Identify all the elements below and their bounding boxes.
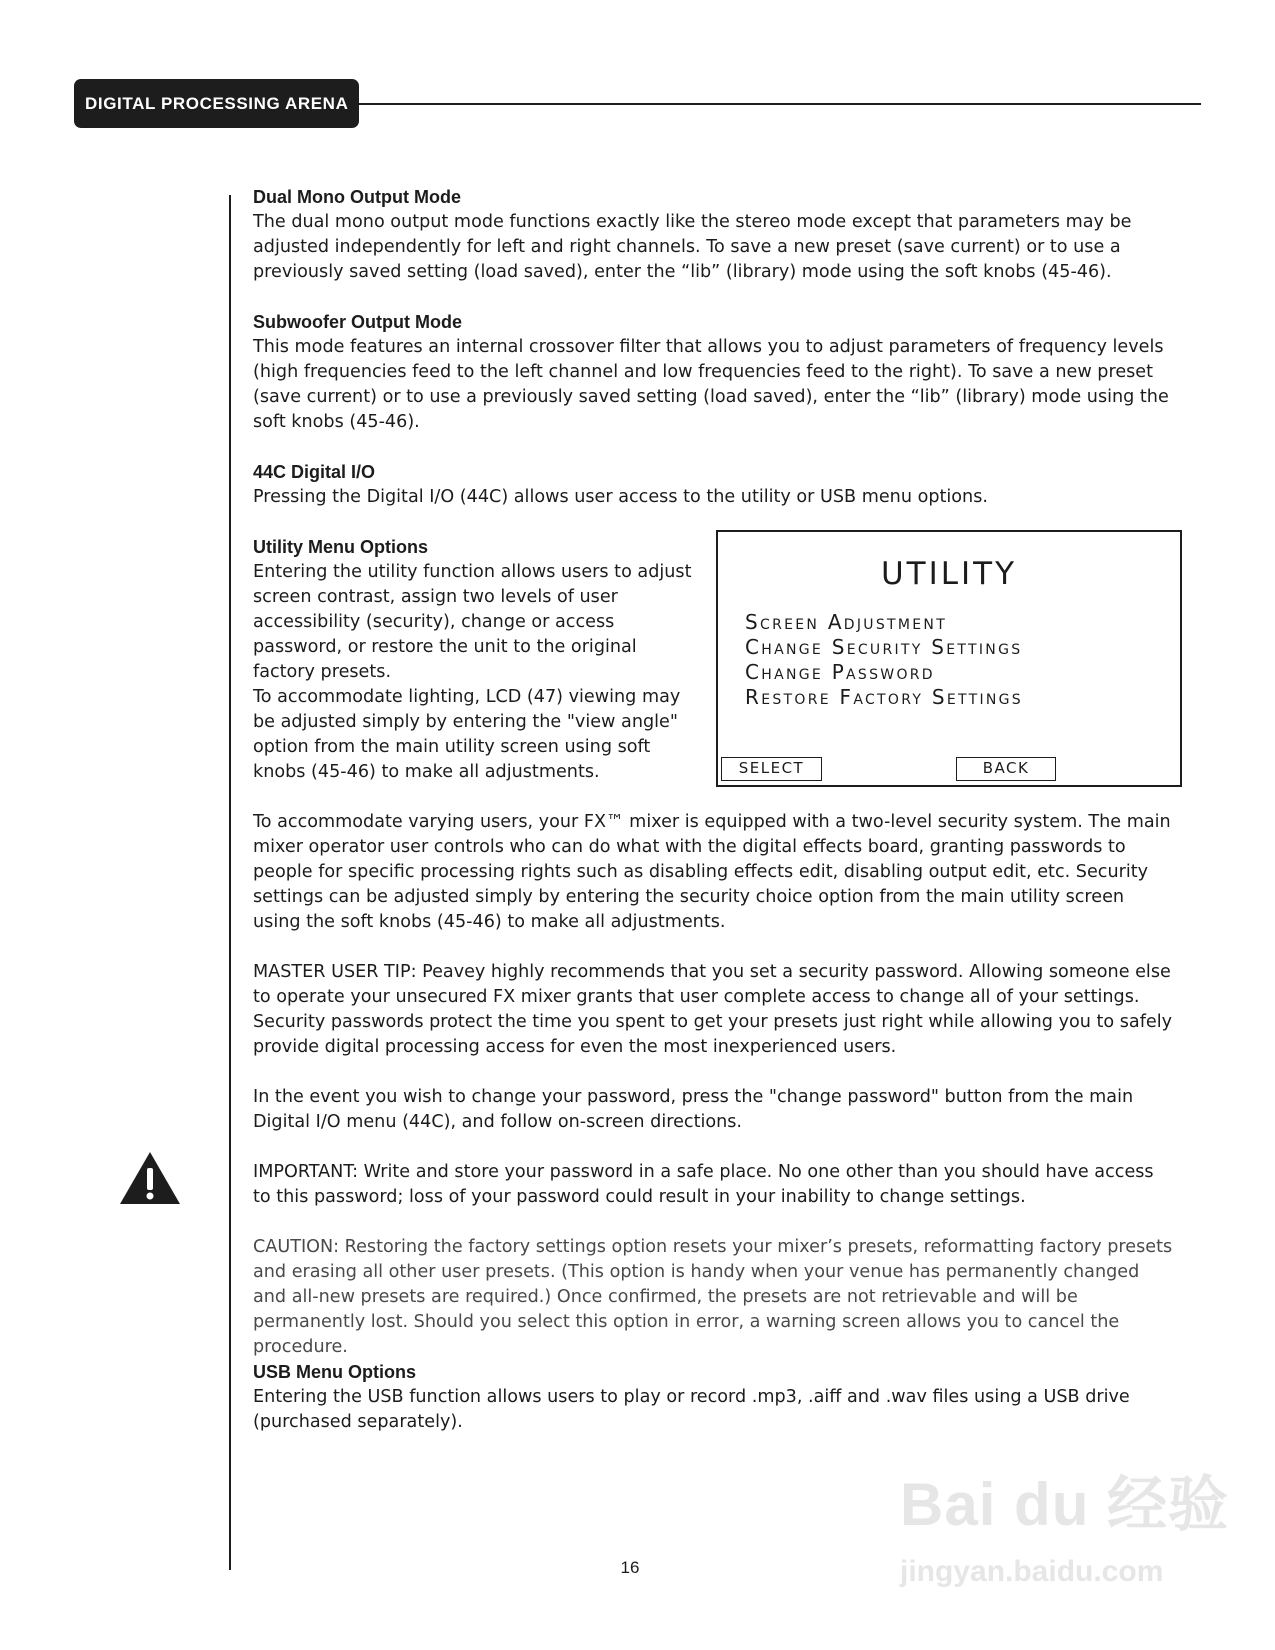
section-header-tab: DIGITAL PROCESSING ARENA [74,79,359,128]
caution-paragraph: CAUTION: Restoring the factory settings option resets your mixer’s presets, reformatting factory presets and erasing all other user presets. (This option is handy when your venue has permanently changed and all-new presets are required.) Once confirmed, the presets are not retrievable and will be permanently lost. Should you select this option in error, a warning screen allows you to cancel the procedure. [253,1237,1173,1357]
lcd-menu-item[interactable]: Change Security Settings [745,635,1023,659]
utility-body-1: Entering the utility function allows users to adjust screen contrast, assign two levels of user accessibility (security), change or access password, or restore the unit to the original factory presets. [253,562,692,682]
lcd-menu-item[interactable]: Restore Factory Settings [745,685,1023,709]
margin-rule [229,195,231,1570]
lcd-utility-screen [716,530,1182,787]
digital-io-body: Pressing the Digital I/O (44C) allows user access to the utility or USB menu options. [253,487,988,507]
subwoofer-body: This mode features an internal crossover filter that allows you to adjust parameters of frequency levels (high frequencies feed to the left channel and low frequencies feed to the right). To save a new preset (save current) or to use a previously saved setting (load saved), enter the “lib” (library) mode using the soft knobs (45-46). [253,337,1169,432]
lcd-menu [745,610,1023,710]
usb-body: Entering the USB function allows users to play or record .mp3, .aiff and .wav files using a USB drive (purchased separately). [253,1387,1130,1432]
subwoofer-section [253,310,1173,435]
lcd-menu-item[interactable]: Change Password [745,660,935,684]
security-paragraph: To accommodate varying users, your FX™ mixer is equipped with a two-level security system. The main mixer operator user controls who can do what with the digital effects board, granting passwords to people for specific processing rights such as disabling effects edit, disabling output edit, etc. Security settings can be adjusted simply by entering the security choice option from the main utility screen using the soft knobs (45-46) to make all adjustments. [253,812,1171,932]
lcd-back-button[interactable]: BACK [956,757,1056,781]
utility-section [253,535,693,685]
utility-body-2: To accommodate lighting, LCD (47) viewing may be adjusted simply by entering the "view angle" option from the main utility screen using soft knobs (45-46) to make all adjustments. [253,687,681,782]
utility-heading: Utility Menu Options [253,537,428,557]
subwoofer-heading: Subwoofer Output Mode [253,312,462,332]
dual-mono-body: The dual mono output mode functions exactly like the stereo mode except that parameters may be adjusted independently for left and right channels. To save a new preset (save current) or to use a previously saved setting (load saved), enter the “lib” (library) mode using the soft knobs (45-46). [253,212,1132,282]
watermark-url: jingyan.baidu.com [900,1555,1164,1588]
digital-io-heading: 44C Digital I/O [253,462,376,482]
lcd-title: UTILITY [880,556,1018,592]
dual-mono-section [253,185,1173,285]
warning-icon [118,1150,182,1206]
watermark-logo: Bai du 经验 [900,1471,1230,1538]
important-paragraph: IMPORTANT: Write and store your password in a safe place. No one other than you should have access to this password; loss of your password could result in your inability to change settings. [253,1162,1154,1207]
header-rule [355,103,1201,105]
digital-io-section [253,460,1173,510]
page-number: 16 [620,1558,640,1577]
usb-heading: USB Menu Options [253,1362,416,1382]
master-user-tip: MASTER USER TIP: Peavey highly recommends that you set a security password. Allowing someone else to operate your unsecured FX mixer grants that user complete access to change all of your settings. Security passwords protect the time you spent to get your presets just right while allowing you to safely provide digital processing access for even the most inexperienced users. [253,962,1173,1057]
lcd-select-button[interactable]: SELECT [721,757,822,781]
dual-mono-heading: Dual Mono Output Mode [253,187,461,207]
lcd-menu-item[interactable]: Screen Adjustment [745,610,948,634]
usb-section [253,1360,1173,1435]
change-password-paragraph: In the event you wish to change your password, press the "change password" button from the main Digital I/O menu (44C), and follow on-screen directions. [253,1087,1134,1132]
